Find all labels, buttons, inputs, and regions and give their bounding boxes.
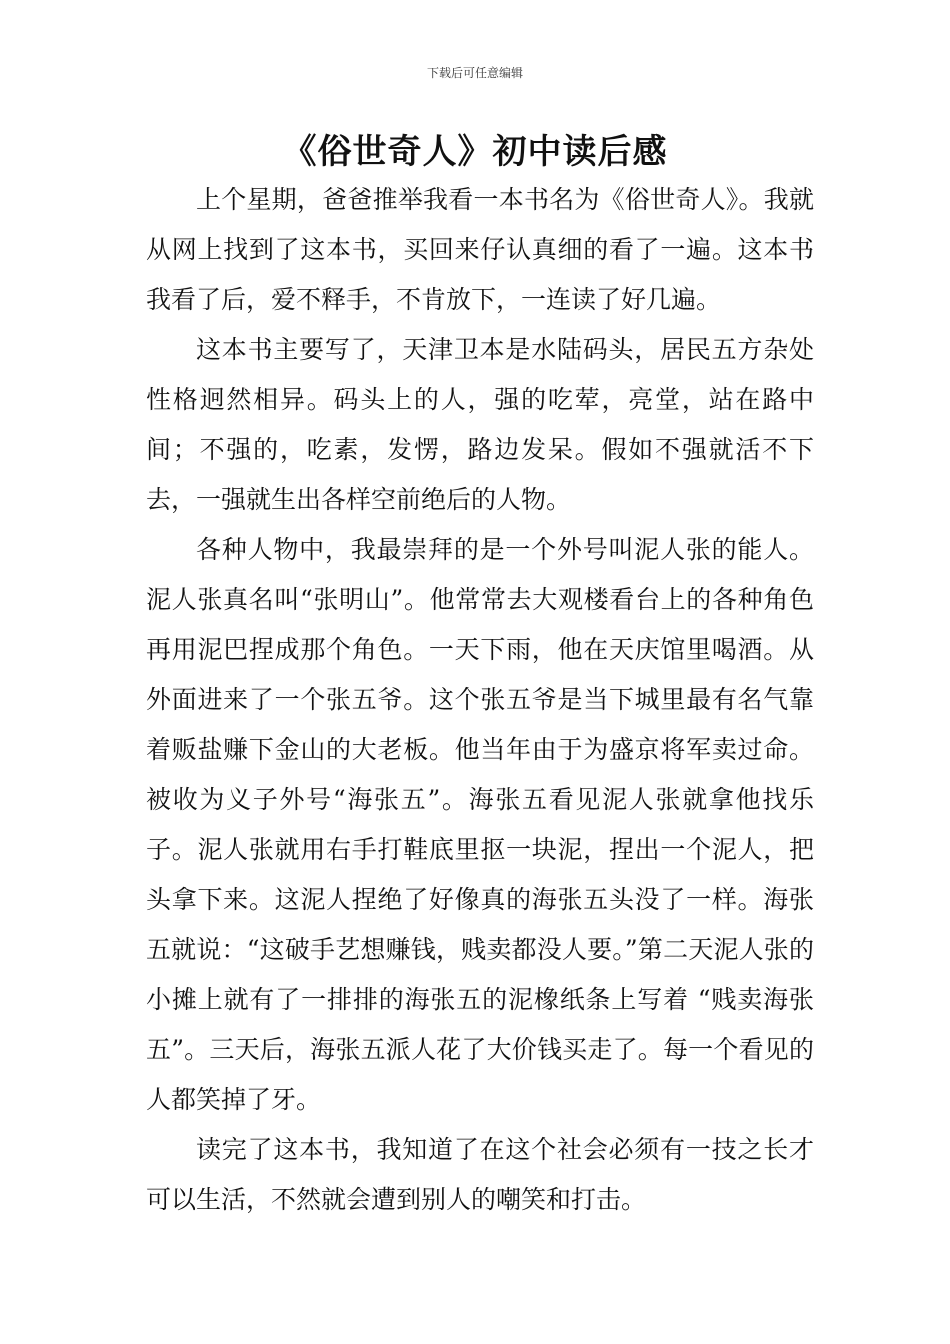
paragraph-2: 这本书主要写了，天津卫本是水陆码头，居民五方杂处性格迥然相异。码头上的人，强的吃荤，亮堂，站在路中间；不强的，吃素，发愣，路边发呆。假如不强就活不下去，一强就生出各样空前绝后的人物。 [146,335,814,514]
header-note: 下载后可任意编辑 [426,66,523,80]
document-title: 《俗世奇人》初中读后感 [282,132,668,172]
paragraph-3: 各种人物中，我最崇拜的是一个外号叫泥人张的能人。泥人张真名叫“张明山”。他常常去大观楼看台上的各种角色再用泥巴捏成那个角色。一天下雨，他在天庆馆里喝酒。从外面进来了一个张五爷。这个张五爷是当下城里最有名气靠着贩盐赚下金山的大老板。他当年由于为盛京将军卖过命。被收为义子外号“海张五”。海张五看见泥人张就拿他找乐子。泥人张就用右手打鞋底里抠一块泥，捏出一个泥人，把头拿下来。这泥人捏绝了好像真的海张五头没了一样。海张五就说：“这破手艺想赚钱，贱卖都没人要。”第二天泥人张的小摊上就有了一排排的海张五的泥橡纸条上写着 “贱卖海张五”。三天后，海张五派人花了大价钱买走了。每一个看见的人都笑掉了牙。 [146,535,814,1114]
paragraph-1: 上个星期，爸爸推举我看一本书名为《俗世奇人》。我就从网上找到了这本书，买回来仔认真细的看了一遍。这本书我看了后，爱不释手，不肯放下，一连读了好几遍。 [146,185,814,314]
paragraph-4: 读完了这本书，我知道了在这个社会必须有一技之长才可以生活，不然就会遭到别人的嘲笑和打击。 [146,1135,814,1214]
document-body [146,175,814,1225]
